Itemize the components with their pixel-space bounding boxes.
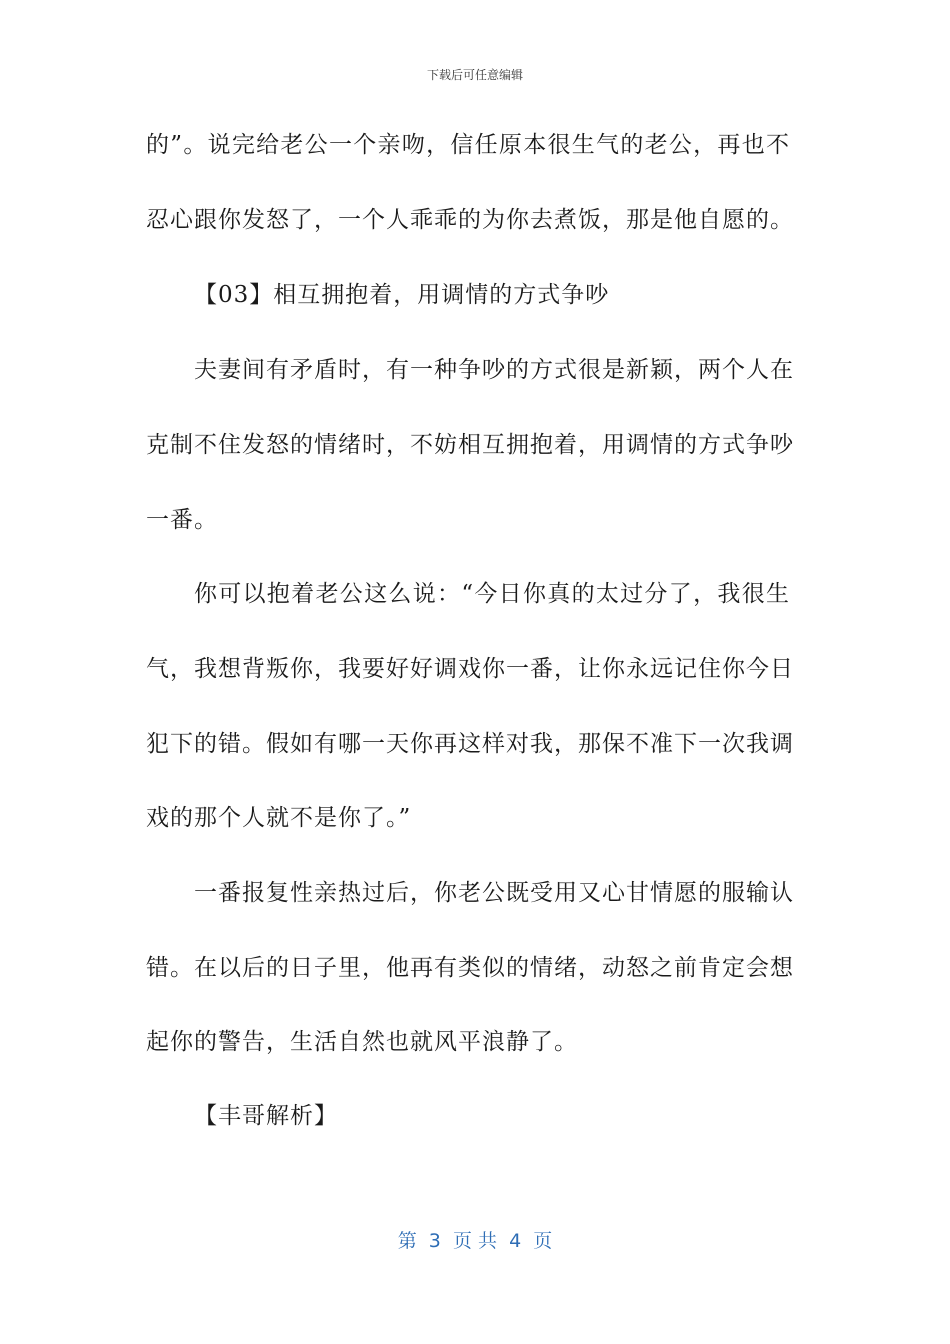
paragraph-line: 犯下的错。假如有哪一天你再这样对我，那保不准下一次我调 xyxy=(146,731,794,757)
paragraph-line: 错。在以后的日子里，他再有类似的情绪，动怒之前肯定会想 xyxy=(146,955,794,981)
paragraph-line: 夫妻间有矛盾时，有一种争吵的方式很是新颖，两个人在 xyxy=(194,357,794,383)
paragraph-line: 一番报复性亲热过后，你老公既受用又心甘情愿的服输认 xyxy=(194,880,794,906)
section-heading: 【03】相互拥抱着，用调情的方式争吵 xyxy=(194,282,610,308)
paragraph-line: 的”。说完给老公一个亲吻，信任原本很生气的老公，再也不 xyxy=(146,132,790,158)
paragraph-line: 忍心跟你发怒了，一个人乖乖的为你去煮饭，那是他自愿的。 xyxy=(146,207,794,233)
paragraph-line: 一番。 xyxy=(146,507,218,533)
paragraph-line: 戏的那个人就不是你了。” xyxy=(146,805,412,831)
paragraph-line: 克制不住发怒的情绪时，不妨相互拥抱着，用调情的方式争吵 xyxy=(146,432,794,458)
page-header: 下载后可任意编辑 xyxy=(426,68,523,82)
page-number-footer: 第 3 页 共 4 页 xyxy=(397,1230,553,1252)
section-heading: 【丰哥解析】 xyxy=(194,1103,338,1129)
paragraph-line: 起你的警告，生活自然也就风平浪静了。 xyxy=(146,1029,578,1055)
paragraph-line: 你可以抱着老公这么说：“今日你真的太过分了，我很生 xyxy=(194,581,790,607)
paragraph-line: 气，我想背叛你，我要好好调戏你一番，让你永远记住你今日 xyxy=(146,656,794,682)
